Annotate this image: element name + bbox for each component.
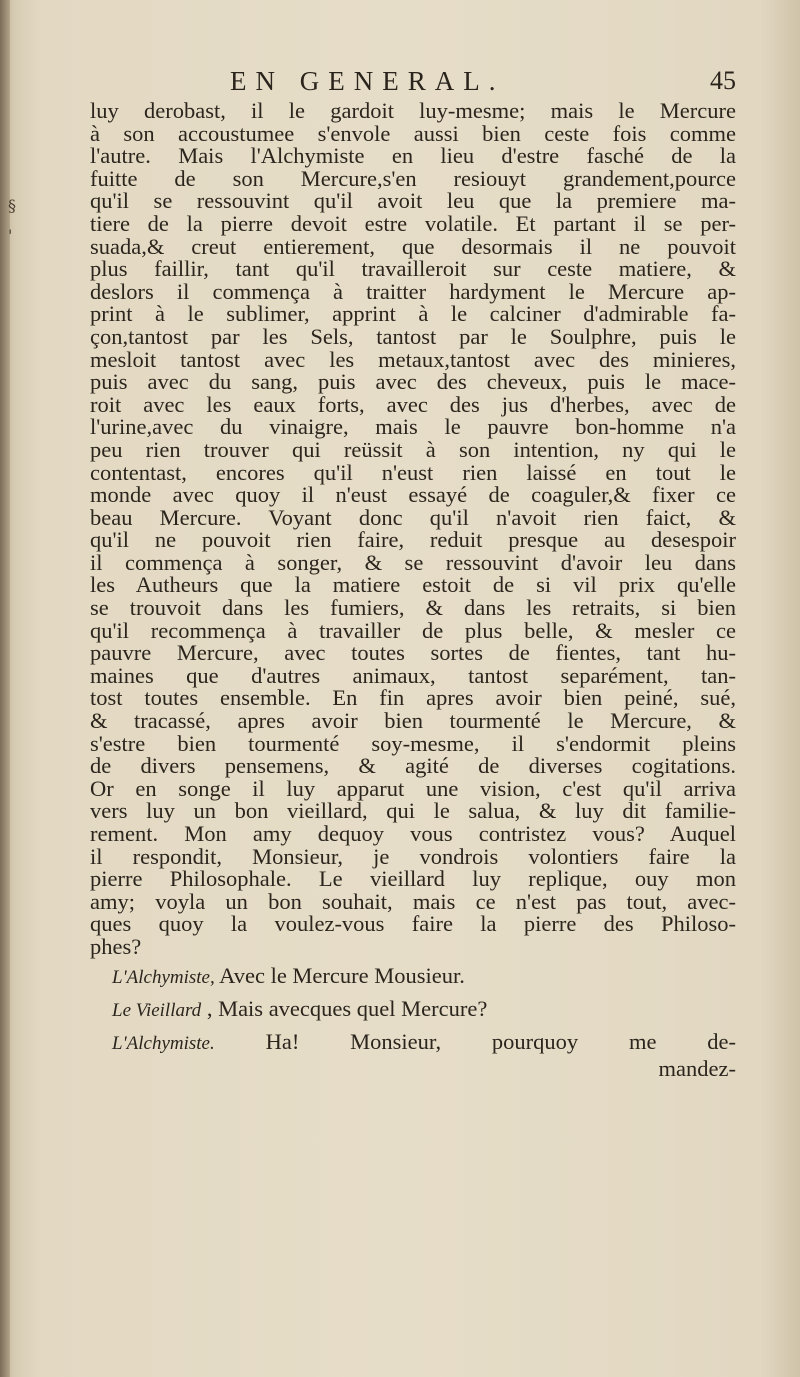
- text-line: phes?: [90, 933, 142, 959]
- text-line: se trouvoit dans les fumiers, & dans les retraits, si bien: [90, 595, 736, 621]
- text-line: l'urine,avec du vinaigre, mais le pauvre bon-homme n'a: [90, 414, 736, 440]
- text-line: amy; voyla un bon souhait, mais ce n'est pas tout, avec-: [90, 888, 736, 914]
- text-line: l'autre. Mais l'Alchymiste en lieu d'estre fasché de la: [90, 143, 736, 169]
- text-line: ques quoy la voulez-vous faire la pierre des Philoso-: [90, 911, 736, 937]
- body-text: [90, 100, 736, 1080]
- text-line: Or en songe il luy apparut une vision, c'est qu'il arriva: [90, 775, 736, 801]
- text-line: qu'il recommença à travailler de plus belle, & mesler ce: [90, 617, 736, 643]
- text-line: s'estre bien tourmenté soy-mesme, il s'endormit pleins: [90, 730, 736, 756]
- text-line: print à le sublimer, apprint à le calciner d'admirable fa-: [90, 301, 736, 327]
- text-line: deslors il commença à traitter hardyment le Mercure ap-: [90, 278, 736, 304]
- text-line: luy derobast, il le gardoit luy-mesme; mais le Mercure: [90, 98, 736, 123]
- text-line: il respondit, Monsieur, je vondrois volontiers faire la: [90, 843, 736, 869]
- margin-mark: §: [8, 196, 16, 215]
- text-line: contentast, encores qu'il n'eust rien laissé en tout le: [90, 459, 736, 485]
- speaker-name: L'Alchymiste,: [112, 966, 215, 988]
- dialogue-line: [90, 1025, 736, 1058]
- speaker-name: Le Vieillard: [112, 999, 202, 1021]
- dialogue-text: Ha! Monsieur, pourquoy me de-: [265, 1028, 737, 1054]
- text-line: pauvre Mercure, avec toutes sortes de fientes, tant hu-: [90, 640, 736, 666]
- speaker-name: L'Alchymiste.: [112, 1032, 215, 1054]
- text-line: roit avec les eaux forts, avec des jus d'herbes, avec de: [90, 391, 736, 417]
- running-title: EN GENERAL.: [230, 66, 505, 96]
- text-line: à son accoustumee s'envole aussi bien ceste fois comme: [90, 120, 736, 146]
- text-line: il commença à songer, & se ressouvint d'avoir leu dans: [90, 549, 736, 575]
- page-number: 45: [710, 66, 736, 95]
- text-line: pierre Philosophale. Le vieillard luy replique, ouy mon: [90, 866, 736, 892]
- text-line: suada,& creut entierement, que desormais il ne pouvoit: [90, 233, 736, 259]
- text-line: fuitte de son Mercure,s'en resiouyt grandement,pource: [90, 165, 736, 191]
- dialogue-text: Avec le Mercure Mousieur.: [219, 962, 465, 988]
- text-line: tost toutes ensemble. En fin apres avoir bien peiné, sué,: [90, 685, 736, 711]
- margin-mark: ': [8, 226, 13, 245]
- text-line: & tracassé, apres avoir bien tourmenté le Mercure, &: [90, 708, 736, 734]
- text-line: çon,tantost par les Sels, tantost par le Soulphre, puis le: [90, 323, 736, 349]
- text-line: qu'il ne pouvoit rien faire, reduit presque au desespoir: [90, 527, 736, 553]
- text-line: monde avec quoy il n'eust essayé de coaguler,& fixer ce: [90, 482, 736, 508]
- text-line: peu rien trouver qui reüssit à son intention, ny qui le: [90, 436, 736, 462]
- text-line: les Autheurs que la matiere estoit de si vil prix qu'elle: [90, 572, 736, 598]
- text-line: rement. Mon amy dequoy vous contristez vous? Auquel: [90, 821, 736, 846]
- text-line: plus faillir, tant qu'il travailleroit sur ceste matiere, &: [90, 256, 736, 282]
- text-line: beau Mercure. Voyant donc qu'il n'avoit rien faict, &: [90, 504, 736, 530]
- text-line: mesloit tantost avec les metaux,tantost avec des minieres,: [90, 346, 736, 372]
- dialogue-text: , Mais avecques quel Mercure?: [206, 995, 488, 1021]
- running-head: [90, 66, 736, 100]
- text-line: tiere de la pierre devoit estre volatile. Et partant il se per-: [90, 210, 736, 236]
- text-line: puis avec du sang, puis avec des cheveux, puis le mace-: [90, 369, 736, 395]
- text-line: vers luy un bon vieillard, qui le salua, & luy dit familie-: [90, 798, 736, 824]
- text-line: maines que d'autres animaux, tantost separément, tan-: [90, 662, 736, 688]
- text-line: de divers pensemens, & agité de diverses cogitations.: [90, 753, 736, 779]
- dialogue: [90, 959, 736, 1058]
- paragraph: [90, 100, 736, 959]
- dialogue-line: [90, 992, 736, 1025]
- text-line: qu'il se ressouvint qu'il avoit leu que la premiere ma-: [90, 188, 736, 214]
- dialogue-line: [90, 959, 736, 992]
- catchword: mandez-: [658, 1055, 736, 1081]
